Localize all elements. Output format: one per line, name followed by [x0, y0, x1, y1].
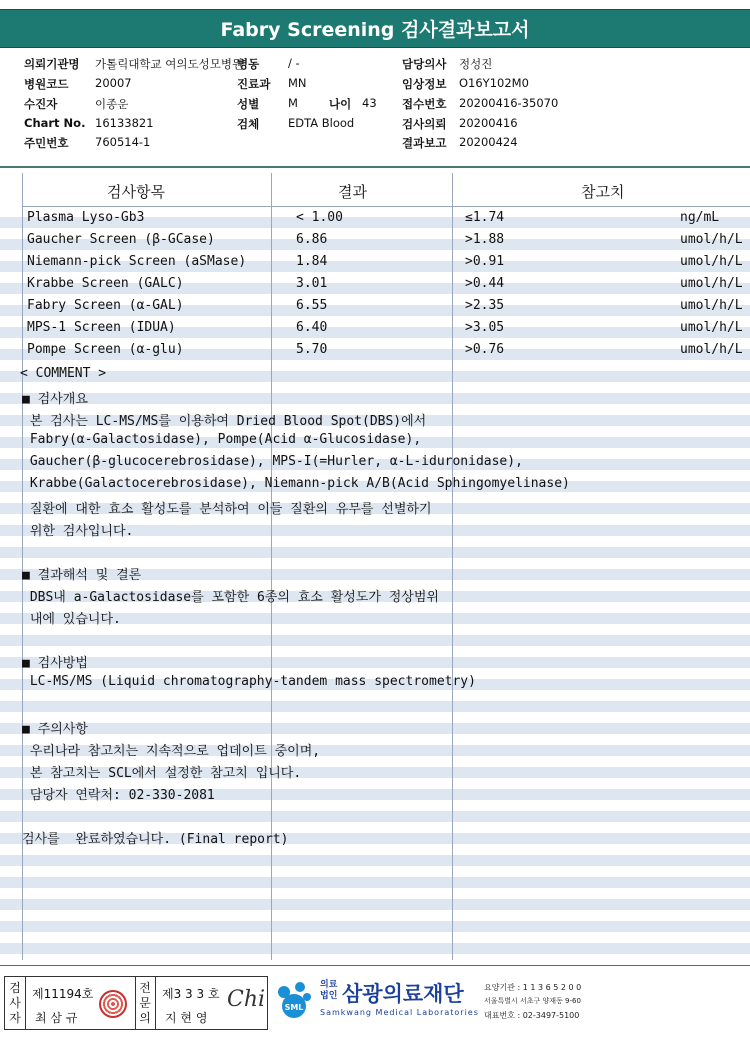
- header-result: 결과: [338, 183, 367, 201]
- test-reference: >0.44: [465, 276, 505, 291]
- test-result: < 1.00: [296, 210, 343, 225]
- corp-label: 의료 법인: [320, 980, 338, 1001]
- test-reference: >2.35: [465, 298, 505, 313]
- clinical-value: O16Y102M0: [459, 76, 529, 90]
- svg-text:SML: SML: [284, 1003, 304, 1012]
- comment-header: < COMMENT >: [20, 366, 107, 381]
- test-reference: ≤1.74: [465, 210, 505, 225]
- table-row: [0, 273, 750, 295]
- test-result: 3.01: [296, 276, 328, 291]
- test-item: Plasma Lyso-Gb3: [27, 210, 145, 225]
- examiner-label: 검 사 자: [9, 981, 21, 1025]
- test-unit: umol/h/L: [680, 232, 743, 247]
- table-row: [0, 207, 750, 229]
- receipt-value: 20200416-35070: [459, 96, 559, 110]
- row-stripe: [0, 943, 750, 954]
- sex-value: M: [288, 96, 298, 110]
- doctor-label: 담당의사: [402, 57, 447, 71]
- test-unit: umol/h/L: [680, 342, 743, 357]
- test-reference: >0.91: [465, 254, 505, 269]
- footer-divider: [0, 965, 750, 966]
- report-footer: [0, 972, 750, 1040]
- overview-line: 위한 검사입니다.: [22, 524, 134, 539]
- patient-label: 수진자: [24, 97, 58, 111]
- dept-value: MN: [288, 76, 307, 90]
- method-line: LC-MS/MS (Liquid chromatography-tandem mass spectrometry): [22, 674, 476, 689]
- hospital-code-value: 20007: [95, 76, 132, 90]
- table-row: [0, 251, 750, 273]
- row-stripe: [0, 899, 750, 910]
- phone-number: 대표번호 : 02-3497-5100: [484, 1011, 580, 1020]
- test-unit: umol/h/L: [680, 320, 743, 335]
- test-unit: umol/h/L: [680, 298, 743, 313]
- dept-label: 진료과: [237, 77, 271, 91]
- report-date-value: 20200424: [459, 135, 518, 149]
- overview-line: Gaucher(β-glucocerebrosidase), MPS-I(=Hurler, α-L-iduronidase),: [22, 454, 523, 469]
- header-reference: 참고치: [581, 183, 625, 201]
- row-stripe: [0, 855, 750, 866]
- table-row: [0, 295, 750, 317]
- table-row: [0, 317, 750, 339]
- overview-line: Krabbe(Galactocerebrosidase), Niemann-pick A/B(Acid Sphingomyelinase): [22, 476, 570, 491]
- id-value: 760514-1: [95, 135, 151, 149]
- report-info: [0, 54, 750, 154]
- table-row: [0, 229, 750, 251]
- report-date-label: 결과보고: [402, 136, 447, 150]
- sml-logo-icon: [272, 978, 316, 1022]
- info-divider: [0, 166, 750, 168]
- test-result: 6.40: [296, 320, 328, 335]
- results-table-header: [0, 173, 750, 206]
- signature-box: [4, 976, 268, 1030]
- institution-code: 요양기관 : 1 1 3 6 5 2 0 0: [484, 983, 582, 992]
- id-label: 주민번호: [24, 136, 69, 150]
- row-stripe: [0, 811, 750, 822]
- seal-stamp-icon: [99, 990, 127, 1018]
- specialist-license-no: 제3 3 3 호: [162, 987, 220, 1001]
- test-result: 6.86: [296, 232, 328, 247]
- chart-label: Chart No.: [24, 116, 86, 130]
- test-unit: ng/mL: [680, 210, 720, 225]
- final-report-note: 검사를 완료하였습니다. (Final report): [22, 832, 289, 847]
- overview-line: Fabry(α-Galactosidase), Pompe(Acid α-Glucosidase),: [22, 432, 422, 447]
- overview-line: 본 검사는 LC-MS/MS를 이용하여 Dried Blood Spot(DBS)에서: [22, 414, 427, 429]
- test-item: Pompe Screen (α-glu): [27, 342, 184, 357]
- notes-line: 본 참고치는 SCL에서 설정한 참고치 입니다.: [22, 766, 302, 781]
- test-reference: >1.88: [465, 232, 505, 247]
- notes-line: 우리나라 참고치는 지속적으로 업데이트 중이며,: [22, 744, 321, 759]
- address: 서울특별시 서초구 양재동 9-60: [484, 997, 581, 1005]
- header-test-item: 검사항목: [107, 183, 165, 201]
- examiner-name: 최 삼 규: [35, 1011, 78, 1025]
- test-item: Gaucher Screen (β-GCase): [27, 232, 215, 247]
- ward-value: / -: [288, 56, 300, 70]
- sex-label: 성별: [237, 97, 260, 111]
- brand-name: 삼광의료재단: [342, 982, 464, 1006]
- specialist-signature: Chi: [227, 987, 266, 1012]
- test-reference: >3.05: [465, 320, 505, 335]
- report-title: Fabry Screening 검사결과보고서: [0, 9, 750, 48]
- brand-block: [320, 978, 750, 1030]
- institution-label: 의뢰기관명: [24, 57, 80, 71]
- section-title-notes: ■ 주의사항: [22, 722, 88, 737]
- hospital-code-label: 병원코드: [24, 77, 69, 91]
- institution-value: 가톨릭대학교 여의도성모병원: [95, 57, 244, 71]
- clinical-label: 임상정보: [402, 77, 447, 91]
- interpretation-line: DBS내 a-Galactosidase를 포함한 6종의 효소 활성도가 정상범위: [22, 590, 439, 605]
- row-stripe: [0, 877, 750, 888]
- request-value: 20200416: [459, 116, 518, 130]
- section-title-method: ■ 검사방법: [22, 656, 88, 671]
- chart-value: 16133821: [95, 116, 154, 130]
- receipt-label: 접수번호: [402, 97, 447, 111]
- doctor-value: 정성진: [459, 57, 493, 71]
- test-reference: >0.76: [465, 342, 505, 357]
- row-stripe: [0, 921, 750, 932]
- age-value: 43: [362, 96, 377, 110]
- test-result: 1.84: [296, 254, 328, 269]
- examiner-license-no: 제11194호: [32, 987, 94, 1001]
- comment-section: [0, 366, 750, 847]
- test-item: MPS-1 Screen (IDUA): [27, 320, 176, 335]
- specialist-name: 지 현 영: [165, 1011, 208, 1025]
- test-item: Niemann-pick Screen (aSMase): [27, 254, 247, 269]
- interpretation-line: 내에 있습니다.: [22, 612, 121, 627]
- table-row: [0, 339, 750, 361]
- specimen-value: EDTA Blood: [288, 116, 355, 130]
- age-label: 나이: [329, 97, 352, 111]
- test-result: 6.55: [296, 298, 328, 313]
- section-title-overview: ■ 검사개요: [22, 392, 88, 407]
- test-item: Krabbe Screen (GALC): [27, 276, 184, 291]
- ward-label: 병동: [237, 57, 260, 71]
- request-label: 검사의뢰: [402, 117, 447, 131]
- notes-line: 담당자 연락처: 02-330-2081: [22, 788, 215, 803]
- section-title-interpretation: ■ 결과해석 및 결론: [22, 568, 142, 583]
- test-result: 5.70: [296, 342, 328, 357]
- specimen-label: 검체: [237, 117, 260, 131]
- specialist-label: 전 문 의: [139, 981, 151, 1025]
- patient-value: 이종운: [95, 97, 129, 111]
- test-item: Fabry Screen (α-GAL): [27, 298, 184, 313]
- test-unit: umol/h/L: [680, 254, 743, 269]
- test-unit: umol/h/L: [680, 276, 743, 291]
- overview-line: 질환에 대한 효소 활성도를 분석하여 이들 질환의 유무를 선별하기: [22, 502, 432, 517]
- brand-english: Samkwang Medical Laboratories: [320, 1008, 479, 1017]
